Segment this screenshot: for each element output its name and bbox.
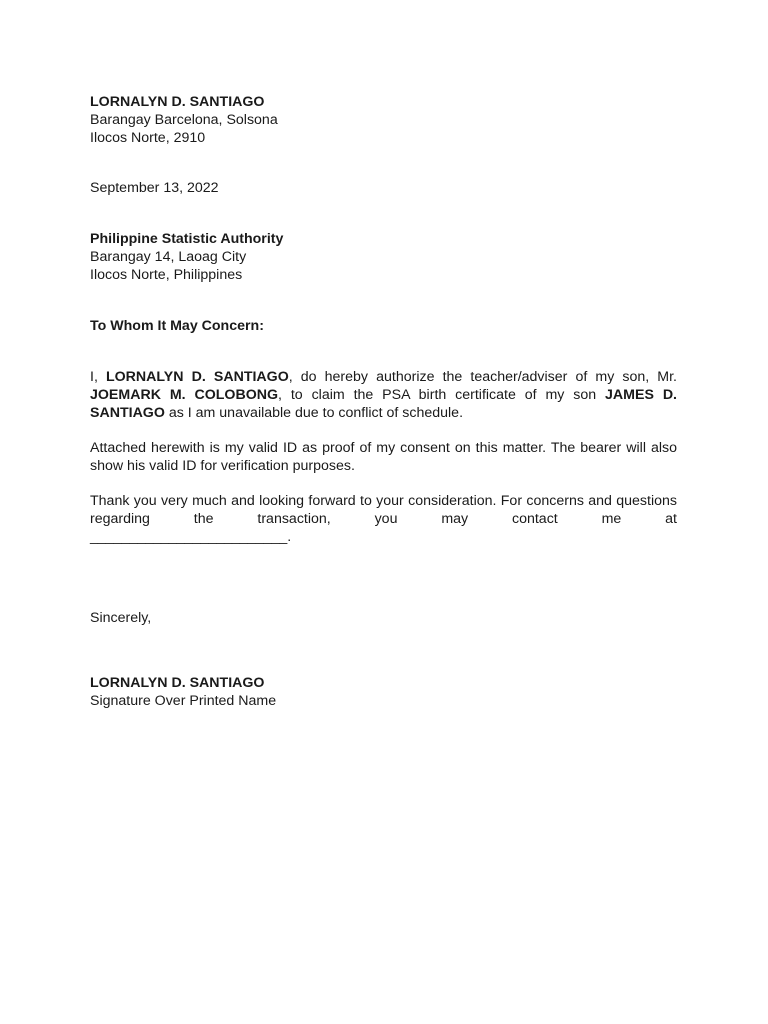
sender-address-line1: Barangay Barcelona, Solsona xyxy=(90,112,278,128)
p1-text-1: I, xyxy=(90,369,106,385)
body-paragraph-thanks: Thank you very much and looking forward to your consideration. For concerns and questions regarding the transaction, you may contact me at xyxy=(90,493,677,527)
contact-blank-line: _________________________. xyxy=(90,529,292,545)
p1-text-2: , do hereby authorize the teacher/adviser of my son, Mr. xyxy=(288,369,677,385)
sender-address-line2: Ilocos Norte, 2910 xyxy=(90,130,206,146)
p1-text-3: , to claim the PSA birth certificate of my son xyxy=(278,387,606,403)
p1-bold-sender: LORNALYN D. SANTIAGO xyxy=(105,369,289,385)
p1-bold-bearer: JOEMARK M. COLOBONG xyxy=(90,387,279,403)
body-paragraph-authorization xyxy=(90,368,677,422)
recipient-address-line2: Ilocos Norte, Philippines xyxy=(90,267,243,283)
salutation: To Whom It May Concern: xyxy=(90,318,264,334)
closing: Sincerely, xyxy=(90,610,152,626)
letter-date: September 13, 2022 xyxy=(90,180,219,196)
recipient-block xyxy=(90,230,677,284)
sender-name: LORNALYN D. SANTIAGO xyxy=(90,94,265,110)
letter xyxy=(90,93,677,710)
recipient-name: Philippine Statistic Authority xyxy=(90,231,284,247)
recipient-address-line1: Barangay 14, Laoag City xyxy=(90,249,247,265)
signature-name: LORNALYN D. SANTIAGO xyxy=(90,675,265,691)
p1-text-4: as I am unavailable due to conflict of schedule. xyxy=(164,405,464,421)
signature-block xyxy=(90,674,677,710)
p1-bold-son: JAMES D. SANTIAGO xyxy=(90,387,678,421)
body-paragraph-id: Attached herewith is my valid ID as proof of my consent on this matter. The bearer will also show his valid ID for verification purposes. xyxy=(90,440,677,474)
signature-caption: Signature Over Printed Name xyxy=(90,693,277,709)
sender-block xyxy=(90,93,677,147)
